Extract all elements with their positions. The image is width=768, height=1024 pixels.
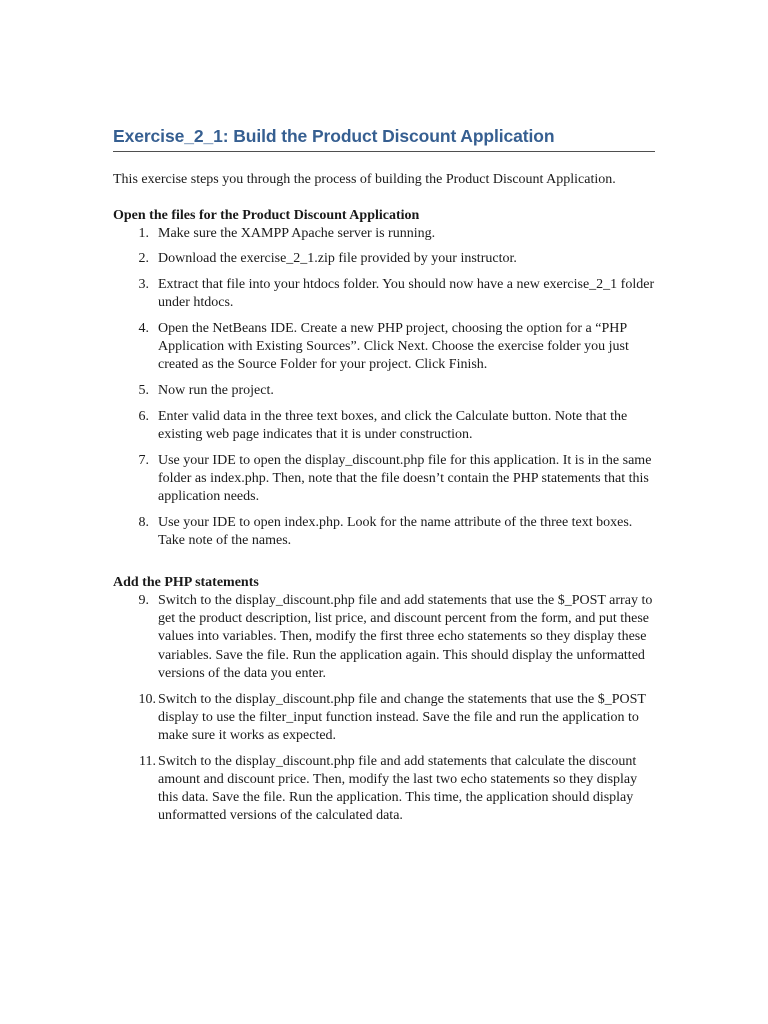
list-item: [113, 408, 655, 444]
list-item-text: Switch to the display_discount.php file and change the statements that use the $_POST display to use the filter_input function instead. Save the file and run the application to make sure it works as expected.: [158, 691, 646, 743]
section-heading-open-files: Open the files for the Product Discount Application: [113, 207, 420, 223]
list-item-text: Extract that file into your htdocs folder. You should now have a new exercise_2_1 folder under htdocs.: [158, 276, 655, 311]
list-item-number: 1.: [138, 225, 149, 241]
list-item: [113, 320, 655, 375]
steps-list-open-files: [113, 225, 655, 551]
list-item: [113, 592, 655, 683]
list-item-number: 6.: [138, 408, 149, 424]
list-item-number: 11.: [139, 753, 156, 769]
list-item-number: 5.: [138, 382, 149, 398]
list-item: [113, 276, 655, 312]
list-item-number: 2.: [138, 251, 149, 267]
list-item-number: 9.: [138, 593, 149, 609]
list-item: [113, 452, 655, 507]
list-item-text: Open the NetBeans IDE. Create a new PHP project, choosing the option for a “PHP Application with Existing Sources”. Click Next. Choose the exercise folder you just created as the Source Folder for your project. Click Finish.: [158, 320, 629, 373]
list-item: [113, 250, 655, 268]
list-item-number: 10.: [138, 691, 156, 707]
intro-paragraph: This exercise steps you through the process of building the Product Discount Application.: [113, 172, 616, 187]
list-item-text: Switch to the display_discount.php file and add statements that use the $_POST array to get the product description, list price, and discount percent from the form, and put these values into variables. Then, modify the first three echo statements so they display these variables. Save the file. Run the application again. This should display the unformatted versions of the data you enter.: [158, 593, 653, 681]
document-page: [113, 124, 655, 825]
list-item: [113, 753, 655, 826]
list-item-number: 7.: [138, 452, 149, 468]
list-item-text: Use your IDE to open index.php. Look for the name attribute of the three text boxes. Take note of the names.: [158, 514, 633, 548]
list-item: [113, 225, 655, 243]
list-item-number: 8.: [138, 514, 149, 530]
list-item-text: Now run the project.: [158, 382, 274, 398]
document-title: Exercise_2_1: Build the Product Discount Application: [113, 124, 655, 152]
list-item-number: 4.: [138, 320, 149, 336]
section-heading-add-php: Add the PHP statements: [113, 575, 259, 591]
list-item-text: Switch to the display_discount.php file and add statements that calculate the discount amount and discount price. Then, modify the last two echo statements so they display this data. Save the file. Run the application. This time, the application should display unformatted versions of the calculated data.: [158, 753, 638, 824]
list-item-text: Use your IDE to open the display_discount.php file for this application. It is in the same folder as index.php. Then, note that the file doesn’t contain the PHP statements that this application needs.: [158, 452, 652, 504]
steps-list-add-php: [113, 592, 655, 825]
list-item: [113, 382, 655, 400]
list-item: [113, 691, 655, 746]
list-item-text: Download the exercise_2_1.zip file provided by your instructor.: [158, 251, 517, 267]
list-item-text: Enter valid data in the three text boxes, and click the Calculate button. Note that the existing web page indicates that it is under construction.: [158, 408, 628, 442]
list-item-text: Make sure the XAMPP Apache server is running.: [158, 225, 436, 241]
list-item: [113, 514, 655, 550]
list-item-number: 3.: [138, 276, 149, 292]
